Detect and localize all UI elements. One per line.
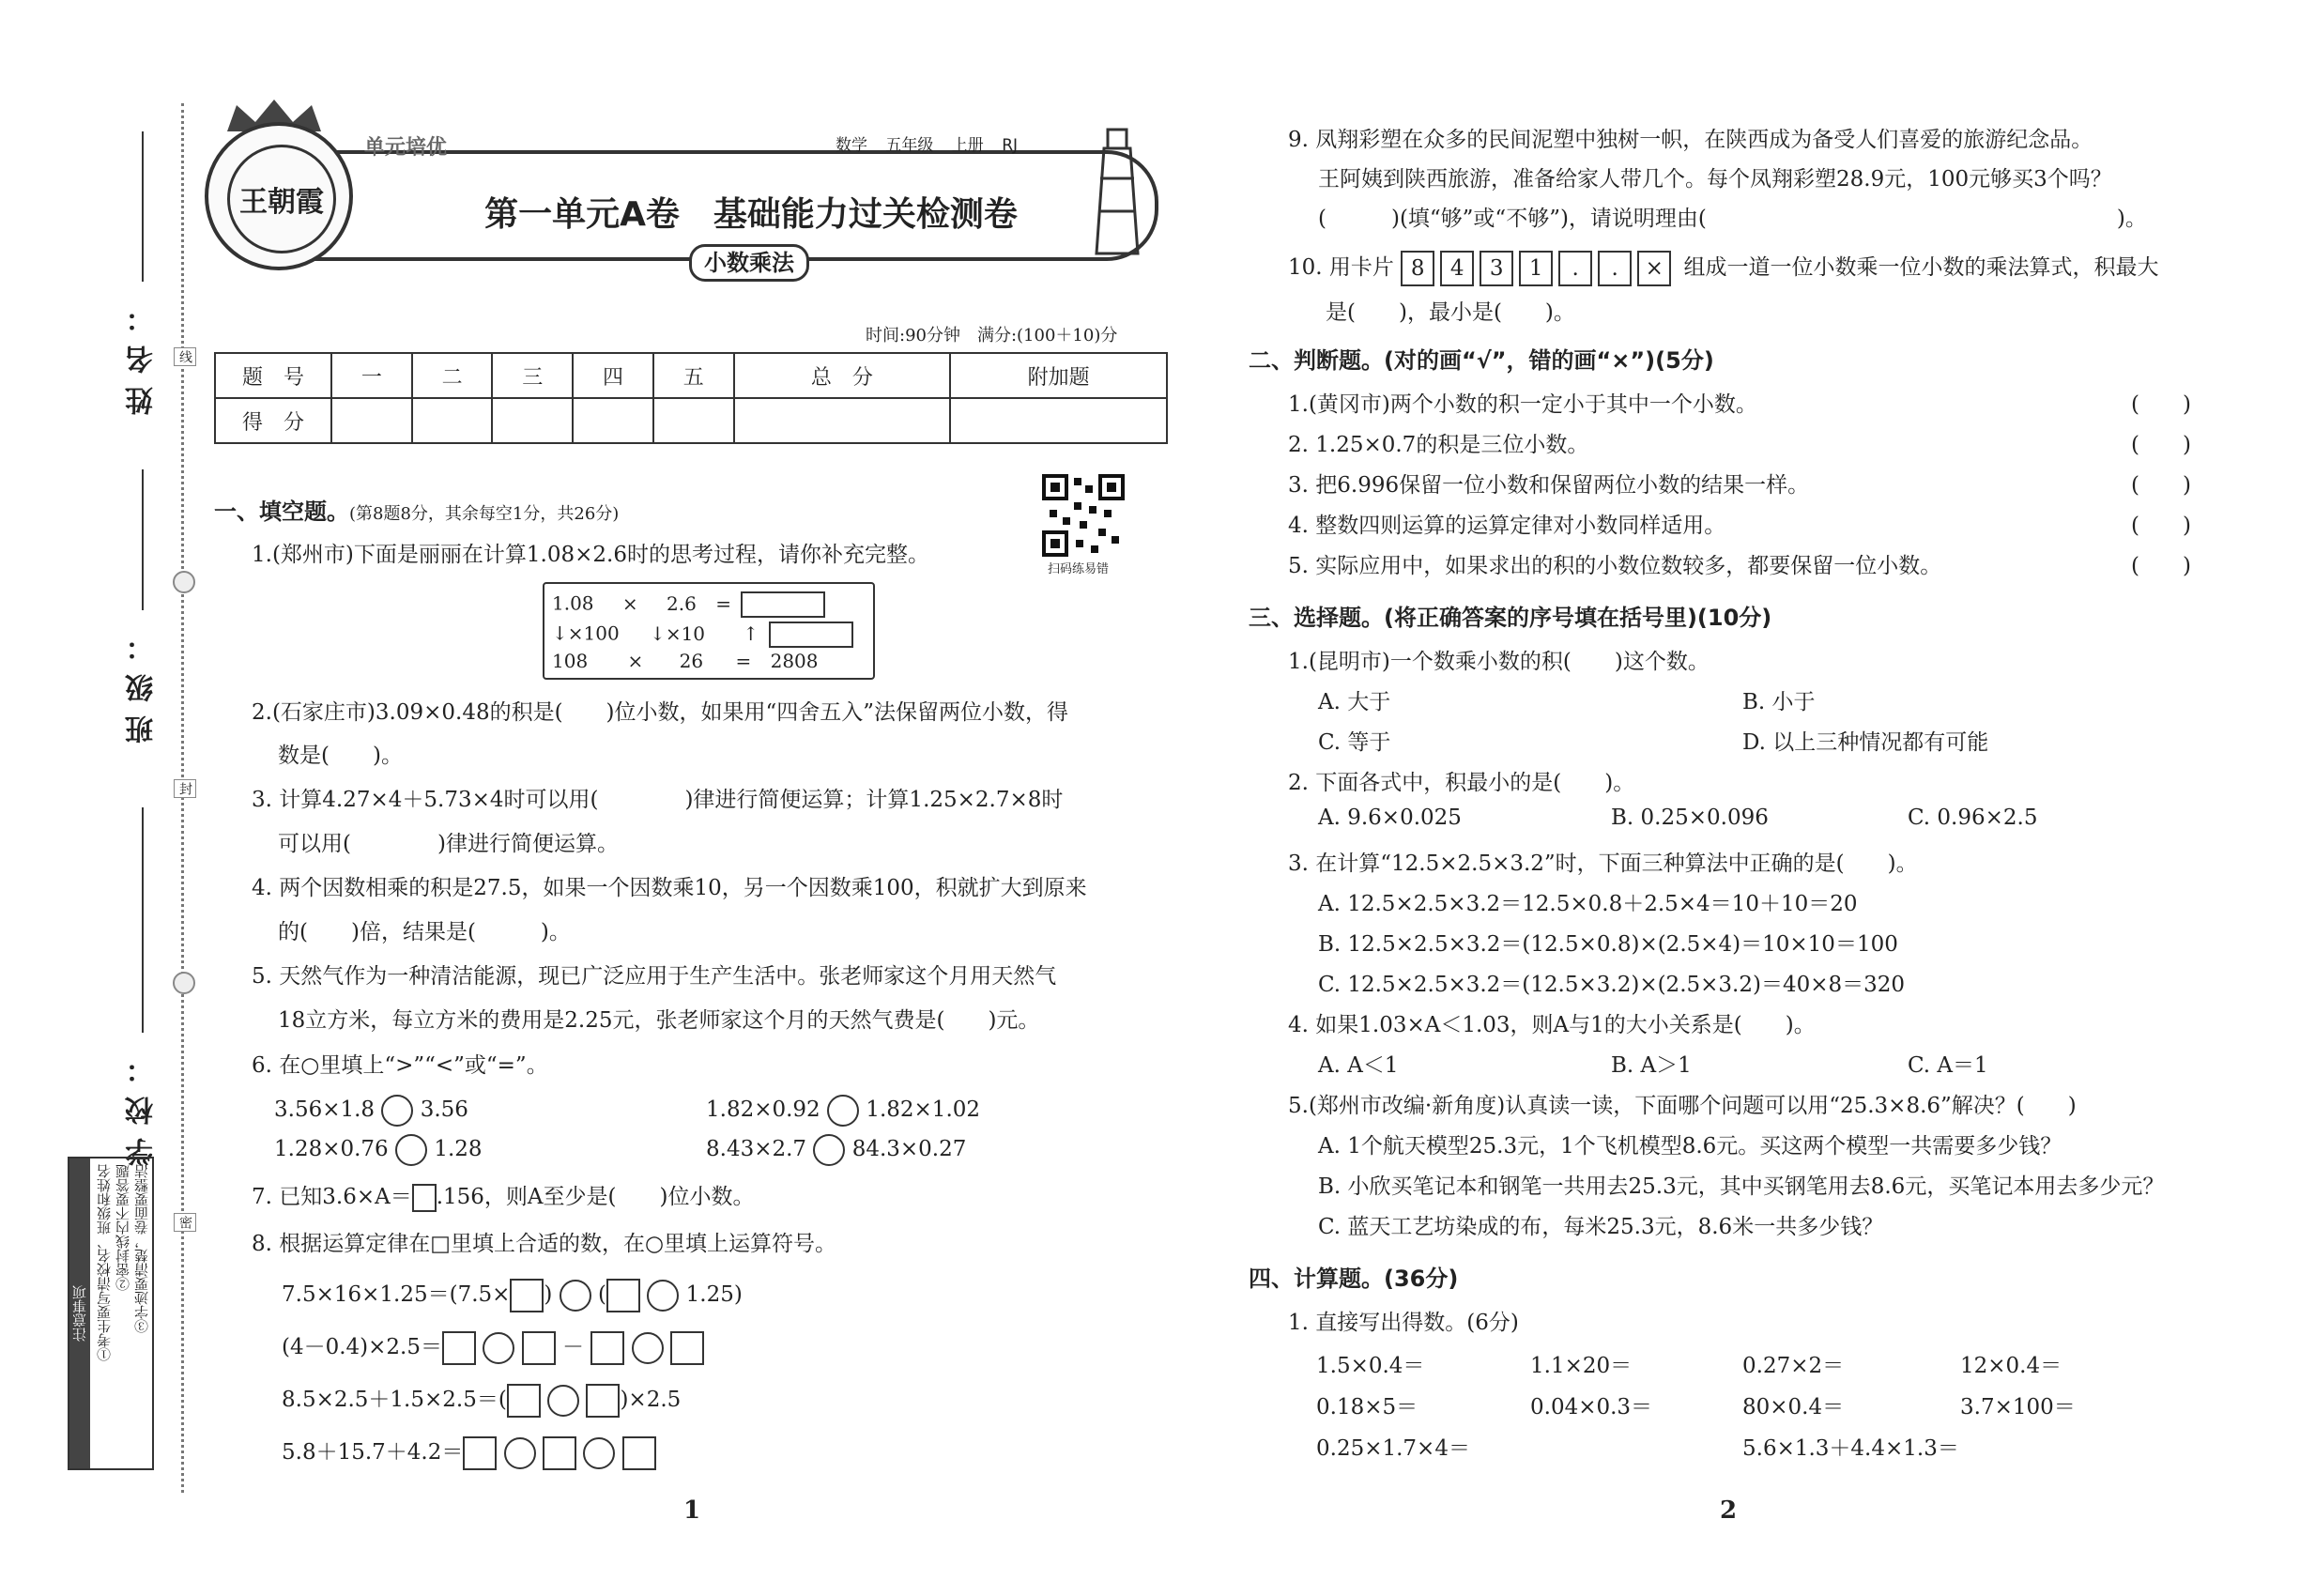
compare-item [274, 1095, 468, 1127]
choice-option[interactable]: C. 12.5×2.5×3.2＝(12.5×3.2)×(2.5×3.2)＝40×8＝320 [1318, 973, 1906, 997]
judge-paren[interactable]: ( ) [2131, 514, 2191, 538]
question-7-part-2: .156，则A至少是( )位小数。 [436, 1185, 755, 1209]
compare-circle[interactable] [381, 1095, 413, 1127]
question-4-line-2: 的( )倍，结果是( )。 [278, 920, 571, 944]
compare-item [706, 1095, 980, 1127]
judge-item-2: 2. 1.25×0.7的积是三位小数。 [1288, 433, 1589, 457]
compare-right: 84.3×0.27 [851, 1137, 967, 1161]
answer-box[interactable] [463, 1436, 497, 1470]
answer-box[interactable] [442, 1331, 476, 1365]
section-3-title: 三、选择题。(将正确答案的序号填在括号里)(10分) [1249, 605, 1772, 631]
qr-caption: 扫码练易错 [1048, 562, 1110, 576]
expr-text: ( [598, 1282, 607, 1307]
section-1-title: 一、填空题。 [214, 499, 349, 525]
score-header-cell: 二 [412, 353, 493, 398]
expr-text: 5.8＋15.7＋4.2＝ [282, 1440, 464, 1465]
score-cell[interactable] [492, 398, 573, 443]
question-6: 6. 在○里填上“>”“<”或“=”。 [252, 1053, 548, 1078]
calc-process-box [543, 582, 875, 680]
score-cell[interactable] [573, 398, 653, 443]
question-1: 1.(郑州市)下面是丽丽在计算1.08×2.6时的思考过程，请你补充完整。 [252, 543, 929, 567]
judge-paren[interactable]: ( ) [2131, 473, 2191, 498]
choice-option[interactable]: B. 小欣买笔记本和钢笔一共用去25.3元，其中买钢笔用去8.6元，买笔记本用去多少元？ [1318, 1174, 2165, 1199]
number-card: × [1637, 251, 1671, 286]
choice-option[interactable]: C. 蓝天工艺坊染成的布，每米25.3元，8.6米一共多少钱？ [1318, 1215, 1884, 1239]
answer-box[interactable] [590, 1331, 624, 1365]
page-title: 第一单元A卷 基础能力过关检测卷 [484, 195, 1018, 234]
score-header-cell: 四 [573, 353, 653, 398]
calc-cell: × [627, 650, 644, 672]
number-card: . [1598, 251, 1632, 286]
compare-right: 3.56 [420, 1097, 468, 1122]
q8-expr-2 [282, 1329, 704, 1365]
choice-option[interactable]: A. A＜1 [1318, 1053, 1399, 1078]
compare-left: 1.82×0.92 [706, 1097, 820, 1122]
choice-option[interactable]: A. 12.5×2.5×3.2＝12.5×0.8＋2.5×4＝10＋10＝20 [1318, 892, 1858, 916]
judge-item-4: 4. 整数四则运算的运算定律对小数同样适用。 [1288, 514, 1726, 538]
number-card: . [1558, 251, 1592, 286]
calc-cell: ↑ [743, 622, 759, 645]
school-label: 学校： [126, 1042, 159, 1166]
logo-text: 王朝霞 [227, 145, 336, 253]
question-7-part-1: 7. 已知3.6×A＝ [252, 1185, 412, 1209]
choice-option[interactable]: B. 小于 [1742, 690, 1816, 714]
lighthouse-icon [1080, 122, 1155, 263]
expr-text: 1.25) [685, 1282, 743, 1307]
digit-box[interactable] [412, 1184, 437, 1212]
answer-box[interactable] [622, 1436, 656, 1470]
choice-option[interactable]: B. 12.5×2.5×3.2＝(12.5×0.8)×(2.5×4)＝10×10＝100 [1318, 932, 1898, 957]
compare-item [706, 1134, 966, 1166]
calc-cell: × [621, 591, 638, 615]
calc-cell: 26 [679, 650, 704, 672]
operator-circle[interactable] [504, 1437, 536, 1469]
score-header-row [215, 353, 1167, 398]
answer-box[interactable] [507, 1384, 541, 1418]
question-2-line-1: 2.(石家庄市)3.09×0.48的积是( )位小数，如果用“四舍五入”法保留两位小数，得 [252, 700, 1069, 725]
choice-option[interactable]: C. A＝1 [1908, 1053, 1988, 1078]
question-3-line-1: 3. 计算4.27×4＋5.73×4时可以用( )律进行简便运算；计算1.25×2.7×8时 [252, 788, 1064, 812]
direct-calc: 0.27×2＝ [1742, 1354, 1845, 1378]
question-10-prefix: 10. 用卡片 [1288, 255, 1394, 280]
name-line [142, 131, 144, 282]
judge-item-1: 1.(黄冈市)两个小数的积一定小于其中一个小数。 [1288, 392, 1757, 417]
question-5-line-2: 18立方米，每立方米的费用是2.25元，张老师家这个月的天然气费是( )元。 [278, 1008, 1040, 1033]
compare-item [274, 1134, 483, 1166]
number-card: 1 [1519, 251, 1553, 286]
question-2-line-2: 数是( )。 [278, 744, 403, 768]
compare-right: 1.28 [434, 1137, 483, 1161]
section-2-title: 二、判断题。(对的画“√”，错的画“×”)(5分) [1249, 347, 1714, 374]
direct-calc: 0.25×1.7×4＝ [1316, 1436, 1470, 1461]
score-cell[interactable] [950, 398, 1167, 443]
score-header-cell: 一 [331, 353, 412, 398]
class-label: 班级： [126, 620, 159, 744]
number-card: 8 [1401, 251, 1434, 286]
calc-row-1 [552, 591, 825, 618]
qr-code-icon[interactable] [1042, 474, 1125, 557]
score-table [214, 352, 1168, 444]
name-label: 姓名： [126, 291, 159, 415]
school-line [142, 807, 144, 1033]
expr-text: )×2.5 [620, 1388, 682, 1412]
page-number-left: 1 [683, 1496, 701, 1525]
calc-cell: = [735, 650, 752, 672]
calc-cell: 2808 [770, 650, 819, 672]
question-4-line-1: 4. 两个因数相乘的积是27.5，如果一个因数乘10，另一个因数乘100，积就扩大到原来 [252, 876, 1087, 900]
question-9-line-3: ( )(填“够”或“不够”)，请说明理由( )。 [1318, 207, 2147, 231]
unit-tag: 单元培优 [364, 136, 448, 160]
direct-calc: 3.7×100＝ [1960, 1395, 2076, 1420]
direct-calc: 0.04×0.3＝ [1530, 1395, 1653, 1420]
question-10-suffix: 组成一道一位小数乘一位小数的乘法算式，积最大 [1683, 255, 2159, 280]
number-card: 4 [1440, 251, 1474, 286]
question-9-line-1: 9. 凤翔彩塑在众多的民间泥塑中独树一帜，在陕西成为备受人们喜爱的旅游纪念品。 [1288, 128, 2093, 152]
direct-calc: 12×0.4＝ [1960, 1354, 2062, 1378]
binding-dotted-line [181, 103, 184, 1493]
answer-blank-2[interactable] [769, 622, 853, 648]
brand-logo [205, 122, 353, 270]
grade-line: 数学 五年级 上册 RJ [836, 136, 1019, 155]
section-1-heading [214, 493, 619, 526]
judge-paren[interactable]: ( ) [2131, 554, 2191, 578]
choice-1: 1.(昆明市)一个数乘小数的积( )这个数。 [1288, 650, 1710, 674]
q8-expr-4 [282, 1435, 656, 1470]
score-cell[interactable] [331, 398, 412, 443]
notice-3: ③字迹要清楚，卷面要整洁 [133, 1164, 150, 1333]
question-10-line-2: 是( )，最小是( )。 [1326, 300, 1575, 325]
judge-item-3: 3. 把6.996保留一位小数和保留两位小数的结果一样。 [1288, 473, 1810, 498]
answer-box[interactable] [670, 1331, 704, 1365]
expr-text: 7.5×16×1.25＝(7.5× [282, 1282, 511, 1307]
score-cell[interactable] [653, 398, 734, 443]
score-header-cell: 三 [492, 353, 573, 398]
direct-calc: 80×0.4＝ [1742, 1395, 1845, 1420]
cut-word-2: 封 [174, 779, 196, 798]
page-number-right: 2 [1720, 1496, 1738, 1525]
compare-circle[interactable] [395, 1134, 427, 1166]
question-10-line-1 [1288, 250, 2159, 286]
calc-cell: ↓×100 [552, 622, 620, 645]
answer-box[interactable] [522, 1331, 556, 1365]
calc-question-1: 1. 直接写出得数。(6分) [1288, 1311, 1519, 1335]
question-7 [252, 1179, 755, 1212]
score-cell[interactable] [734, 398, 951, 443]
choice-2: 2. 下面各式中，积最小的是( )。 [1288, 771, 1635, 795]
calc-row-3 [552, 650, 819, 672]
time-line: 时间:90分钟 满分:(100＋10)分 [866, 326, 1118, 345]
choice-option[interactable]: A. 9.6×0.025 [1318, 806, 1462, 830]
question-9-line-2: 王阿姨到陕西旅游，准备给家人带几个。每个凤翔彩塑28.9元，100元够买3个吗？ [1318, 167, 2112, 192]
class-line [142, 469, 144, 610]
notice-1: ①考生要写清校名、班级和姓名 [96, 1164, 113, 1361]
answer-blank-1[interactable] [741, 591, 825, 618]
operator-circle[interactable] [547, 1385, 579, 1417]
answer-box[interactable] [543, 1436, 576, 1470]
answer-box[interactable] [510, 1279, 544, 1312]
calc-cell: ↓×10 [650, 622, 706, 645]
margin-marker-1 [173, 571, 195, 593]
direct-calc: 0.18×5＝ [1316, 1395, 1418, 1420]
compare-right: 1.82×1.02 [866, 1097, 981, 1122]
expr-text: 8.5×2.5＋1.5×2.5＝( [282, 1388, 507, 1412]
calc-row-2 [552, 622, 853, 648]
section-1-note: (第8题8分，其余每空1分，共26分) [349, 504, 620, 524]
choice-5: 5.(郑州市改编·新角度)认真读一读，下面哪个问题可以用“25.3×8.6”解决？( ) [1288, 1094, 2077, 1118]
calc-cell: = [715, 591, 731, 615]
compare-circle[interactable] [813, 1134, 845, 1166]
notice-2: ②密封线内不要答题 [115, 1164, 131, 1291]
number-card: 3 [1480, 251, 1513, 286]
cut-word-1: 线 [174, 347, 196, 366]
choice-option[interactable]: A. 大于 [1318, 690, 1391, 714]
choice-4: 4. 如果1.03×A＜1.03，则A与1的大小关系是( )。 [1288, 1013, 1816, 1037]
notice-box [68, 1157, 154, 1470]
question-3-line-2: 可以用( )律进行简便运算。 [278, 832, 619, 856]
direct-calc: 5.6×1.3＋4.4×1.3＝ [1742, 1436, 1959, 1461]
judge-paren[interactable]: ( ) [2131, 392, 2191, 417]
operator-circle[interactable] [560, 1280, 591, 1312]
operator-circle[interactable] [583, 1437, 615, 1469]
direct-calc: 1.1×20＝ [1530, 1354, 1633, 1378]
score-cell[interactable] [412, 398, 493, 443]
choice-option[interactable]: B. 0.25×0.096 [1611, 806, 1769, 830]
compare-left: 8.43×2.7 [706, 1137, 807, 1161]
judge-paren[interactable]: ( ) [2131, 433, 2191, 457]
calc-cell: 108 [552, 650, 589, 672]
question-8: 8. 根据运算定律在□里填上合适的数，在○里填上运算符号。 [252, 1232, 837, 1256]
expr-text: － [561, 1335, 584, 1359]
q8-expr-3 [282, 1382, 681, 1418]
choice-option[interactable]: B. A＞1 [1611, 1053, 1692, 1078]
score-row-label: 得 分 [215, 398, 331, 443]
direct-calc: 1.5×0.4＝ [1316, 1354, 1425, 1378]
calc-cell: 1.08 [552, 591, 594, 615]
section-4-title: 四、计算题。(36分) [1249, 1266, 1459, 1292]
compare-left: 1.28×0.76 [274, 1137, 389, 1161]
q8-expr-1: 7.5×16×1.25＝(7.5× ) ( 1.25) [282, 1277, 743, 1312]
operator-circle[interactable] [632, 1332, 664, 1364]
judge-item-5: 5. 实际应用中，如果求出的积的小数位数较多，都要保留一位小数。 [1288, 554, 1942, 578]
notice-title: 注意事项 [69, 1159, 90, 1468]
choice-option[interactable]: C. 等于 [1318, 730, 1391, 755]
score-header-cell: 总 分 [734, 353, 951, 398]
score-header-cell: 题 号 [215, 353, 331, 398]
cut-word-3: 密 [174, 1213, 196, 1232]
score-header-cell: 附加题 [950, 353, 1167, 398]
score-value-row [215, 398, 1167, 443]
margin-marker-2 [173, 972, 195, 994]
answer-box[interactable] [586, 1384, 620, 1418]
compare-circle[interactable] [827, 1095, 859, 1127]
choice-3: 3. 在计算“12.5×2.5×3.2”时，下面三种算法中正确的是( )。 [1288, 852, 1918, 876]
choice-option[interactable]: D. 以上三种情况都有可能 [1742, 730, 1989, 755]
question-5-line-1: 5. 天然气作为一种清洁能源，现已广泛应用于生产生活中。张老师家这个月用天然气 [252, 964, 1057, 989]
operator-circle[interactable] [647, 1280, 679, 1312]
expr-text: (4－0.4)×2.5＝ [282, 1335, 443, 1359]
operator-circle[interactable] [483, 1332, 514, 1364]
calc-cell: 2.6 [667, 591, 697, 615]
compare-left: 3.56×1.8 [274, 1097, 376, 1122]
answer-box[interactable] [606, 1279, 640, 1312]
score-header-cell: 五 [653, 353, 734, 398]
page-subtitle: 小数乘法 [689, 244, 809, 282]
choice-option[interactable]: A. 1个航天模型25.3元，1个飞机模型8.6元。买这两个模型一共需要多少钱？ [1318, 1134, 2062, 1159]
choice-option[interactable]: C. 0.96×2.5 [1908, 806, 2038, 830]
